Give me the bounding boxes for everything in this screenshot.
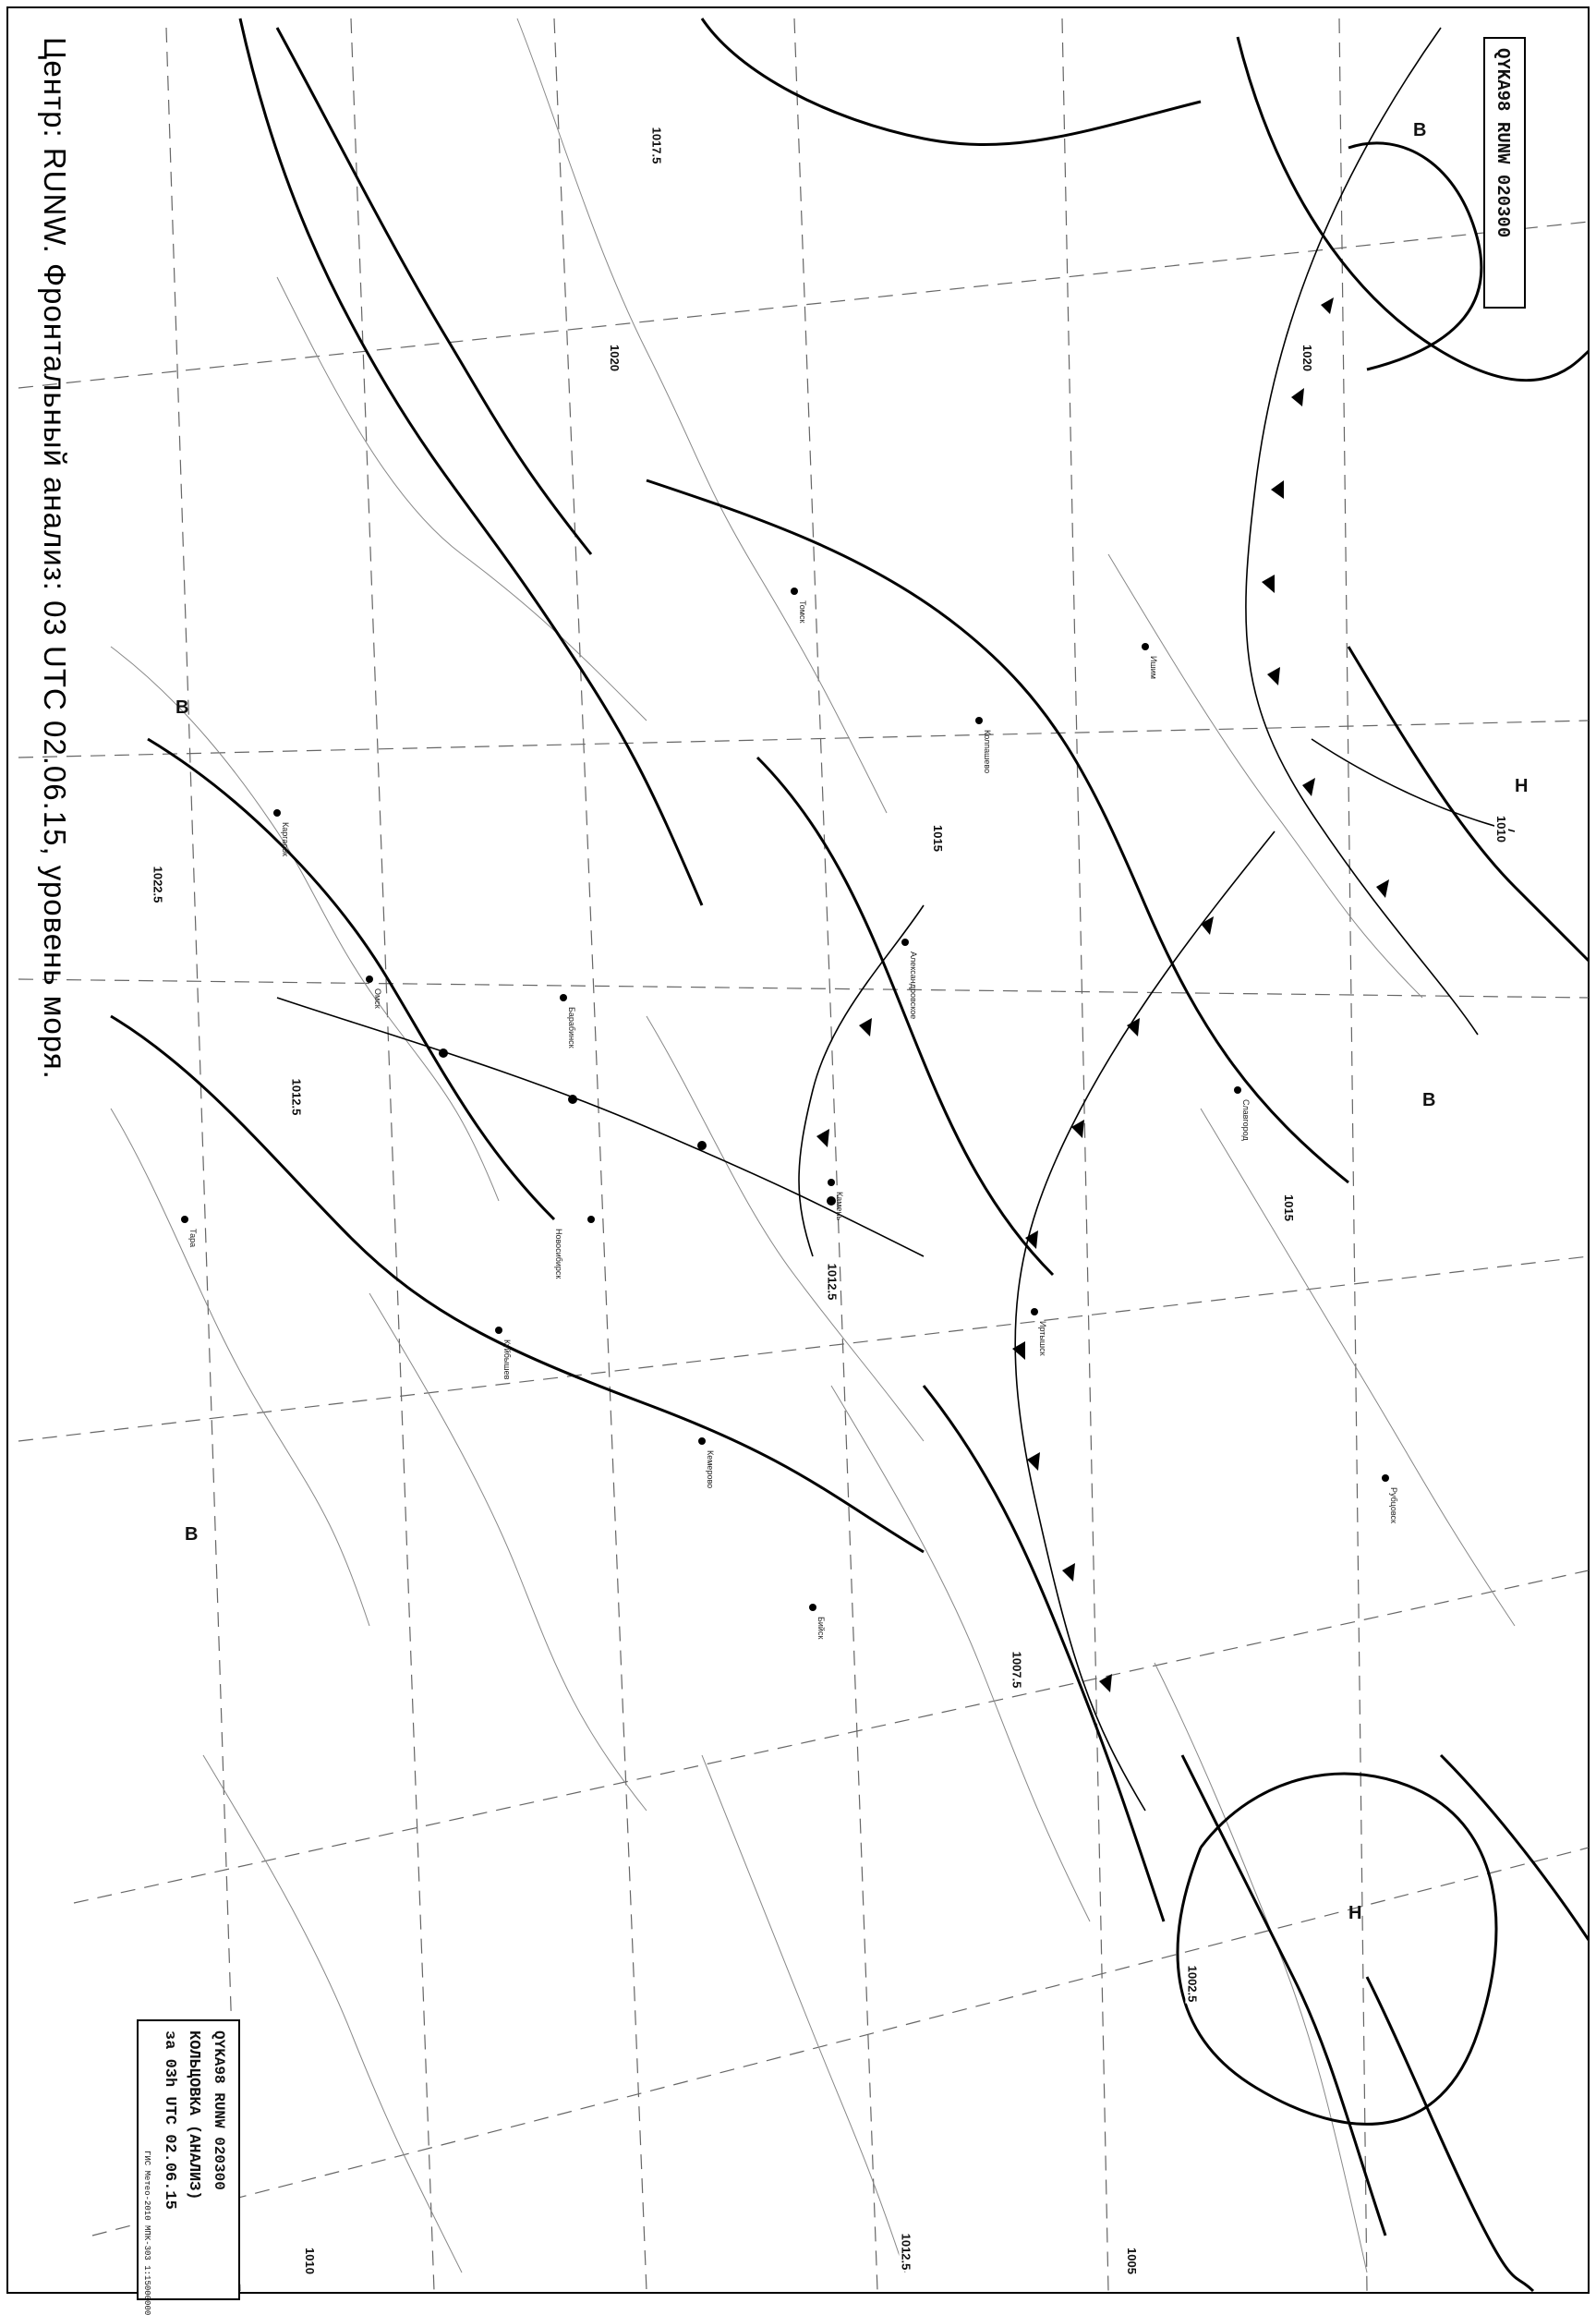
isobar-label-1005: 1005 [1124,2248,1139,2274]
isobar-label-1020-west: 1020 [607,345,622,371]
station-aleksandrovskoe: Александровское [909,951,918,1020]
high-center-2: В [1422,1090,1436,1110]
isobar-label-1012-5-b: 1012.5 [289,1078,304,1116]
isobar-1020-east [1348,143,1481,370]
isobar-label-1007-5: 1007.5 [1010,1651,1024,1689]
isobars [111,18,1589,2291]
isobar-1010-south [1441,1755,1589,1940]
coordinate-grid [18,18,1589,2291]
station-rubtsovsk: Рубцовск [1389,1487,1398,1523]
info-org: ГИС Метео-2010 МПК-303 1:15000000 [142,2151,151,2315]
low-center-1: Н [1348,1903,1362,1923]
cold-front-east [1246,28,1478,1035]
info-time: за 03h UTC 02.06.15 [161,2030,178,2210]
high-center-3: В [185,1524,199,1545]
info-box [137,2019,240,2315]
isobar-label-1010-south: 1010 [302,2248,317,2274]
isobar-1020-north [1238,37,1589,381]
station-kargasok: Каргасок [281,822,290,856]
map-title: Центр: RUNW. Фронтальный анализ: 03 UTC 02.06.15, уровень моря. [38,37,72,1080]
isobar-1015-b [148,739,554,1219]
station-barabinsk: Барабинск [567,1007,576,1048]
station-ishim: Ишим [1149,656,1158,679]
isobar-label-1015-b: 1015 [1281,1194,1296,1221]
station-omsk: Омск [373,988,382,1009]
isobar-1017-5 [702,18,1201,144]
occluded-front-south [1015,831,1275,1811]
warm-front-west [277,998,924,1256]
isobar-label-1002-5: 1002.5 [1185,1965,1200,2003]
station-kemerovo: Кемерово [706,1450,715,1489]
isobar-1007-5 [924,1386,1164,1921]
isobar-label-1012-5-a: 1012.5 [825,1263,840,1301]
isobar-1015-a [647,480,1348,1182]
product-code-box [1483,37,1526,309]
product-code: QYKA98 RUNW 020300 [1493,48,1513,238]
info-title: КОЛЬЦОВКА (АНАЛИЗ) [185,2030,202,2200]
station-kolpashevo: Колпашево [983,730,992,774]
info-code: QYKA98 RUNW 020300 [211,2030,227,2190]
isobar-label-1010: 1010 [1493,816,1508,842]
isobar-1012-5-b [757,758,1053,1275]
fronts [277,28,1515,1811]
isobar-1020-west [240,18,702,905]
station-kamen: Камень [835,1192,844,1221]
isobar-label-1020: 1020 [1300,345,1314,371]
station-tara: Тара [188,1229,198,1248]
low-center-2: Н [1515,776,1529,796]
high-center-4: В [175,697,189,718]
isobar-1005 [1367,1977,1533,2291]
isobar-low-ring [1178,1774,1496,2124]
station-novosibirsk: Новосибирск [554,1229,563,1279]
high-center-1: В [1413,120,1427,140]
isobar-label-1015-a: 1015 [930,825,945,852]
station-tomsk: Томск [798,600,807,624]
station-biysk: Бийск [816,1617,826,1640]
station-markers [181,588,1389,1611]
map-frame [7,7,1589,2293]
isobar-1022-5 [277,28,591,554]
isobar-label-1022-5: 1022.5 [151,866,165,903]
isobar-1002-5 [1182,1755,1385,2236]
isobar-label-1012-5-south: 1012.5 [899,2233,913,2271]
station-kuibyshev: Куйбышев [502,1339,512,1380]
station-irtyshsk: Иртышск [1038,1321,1047,1356]
station-slavgorod: Славгород [1241,1099,1251,1141]
isobar-label-1017-5: 1017.5 [649,127,664,164]
